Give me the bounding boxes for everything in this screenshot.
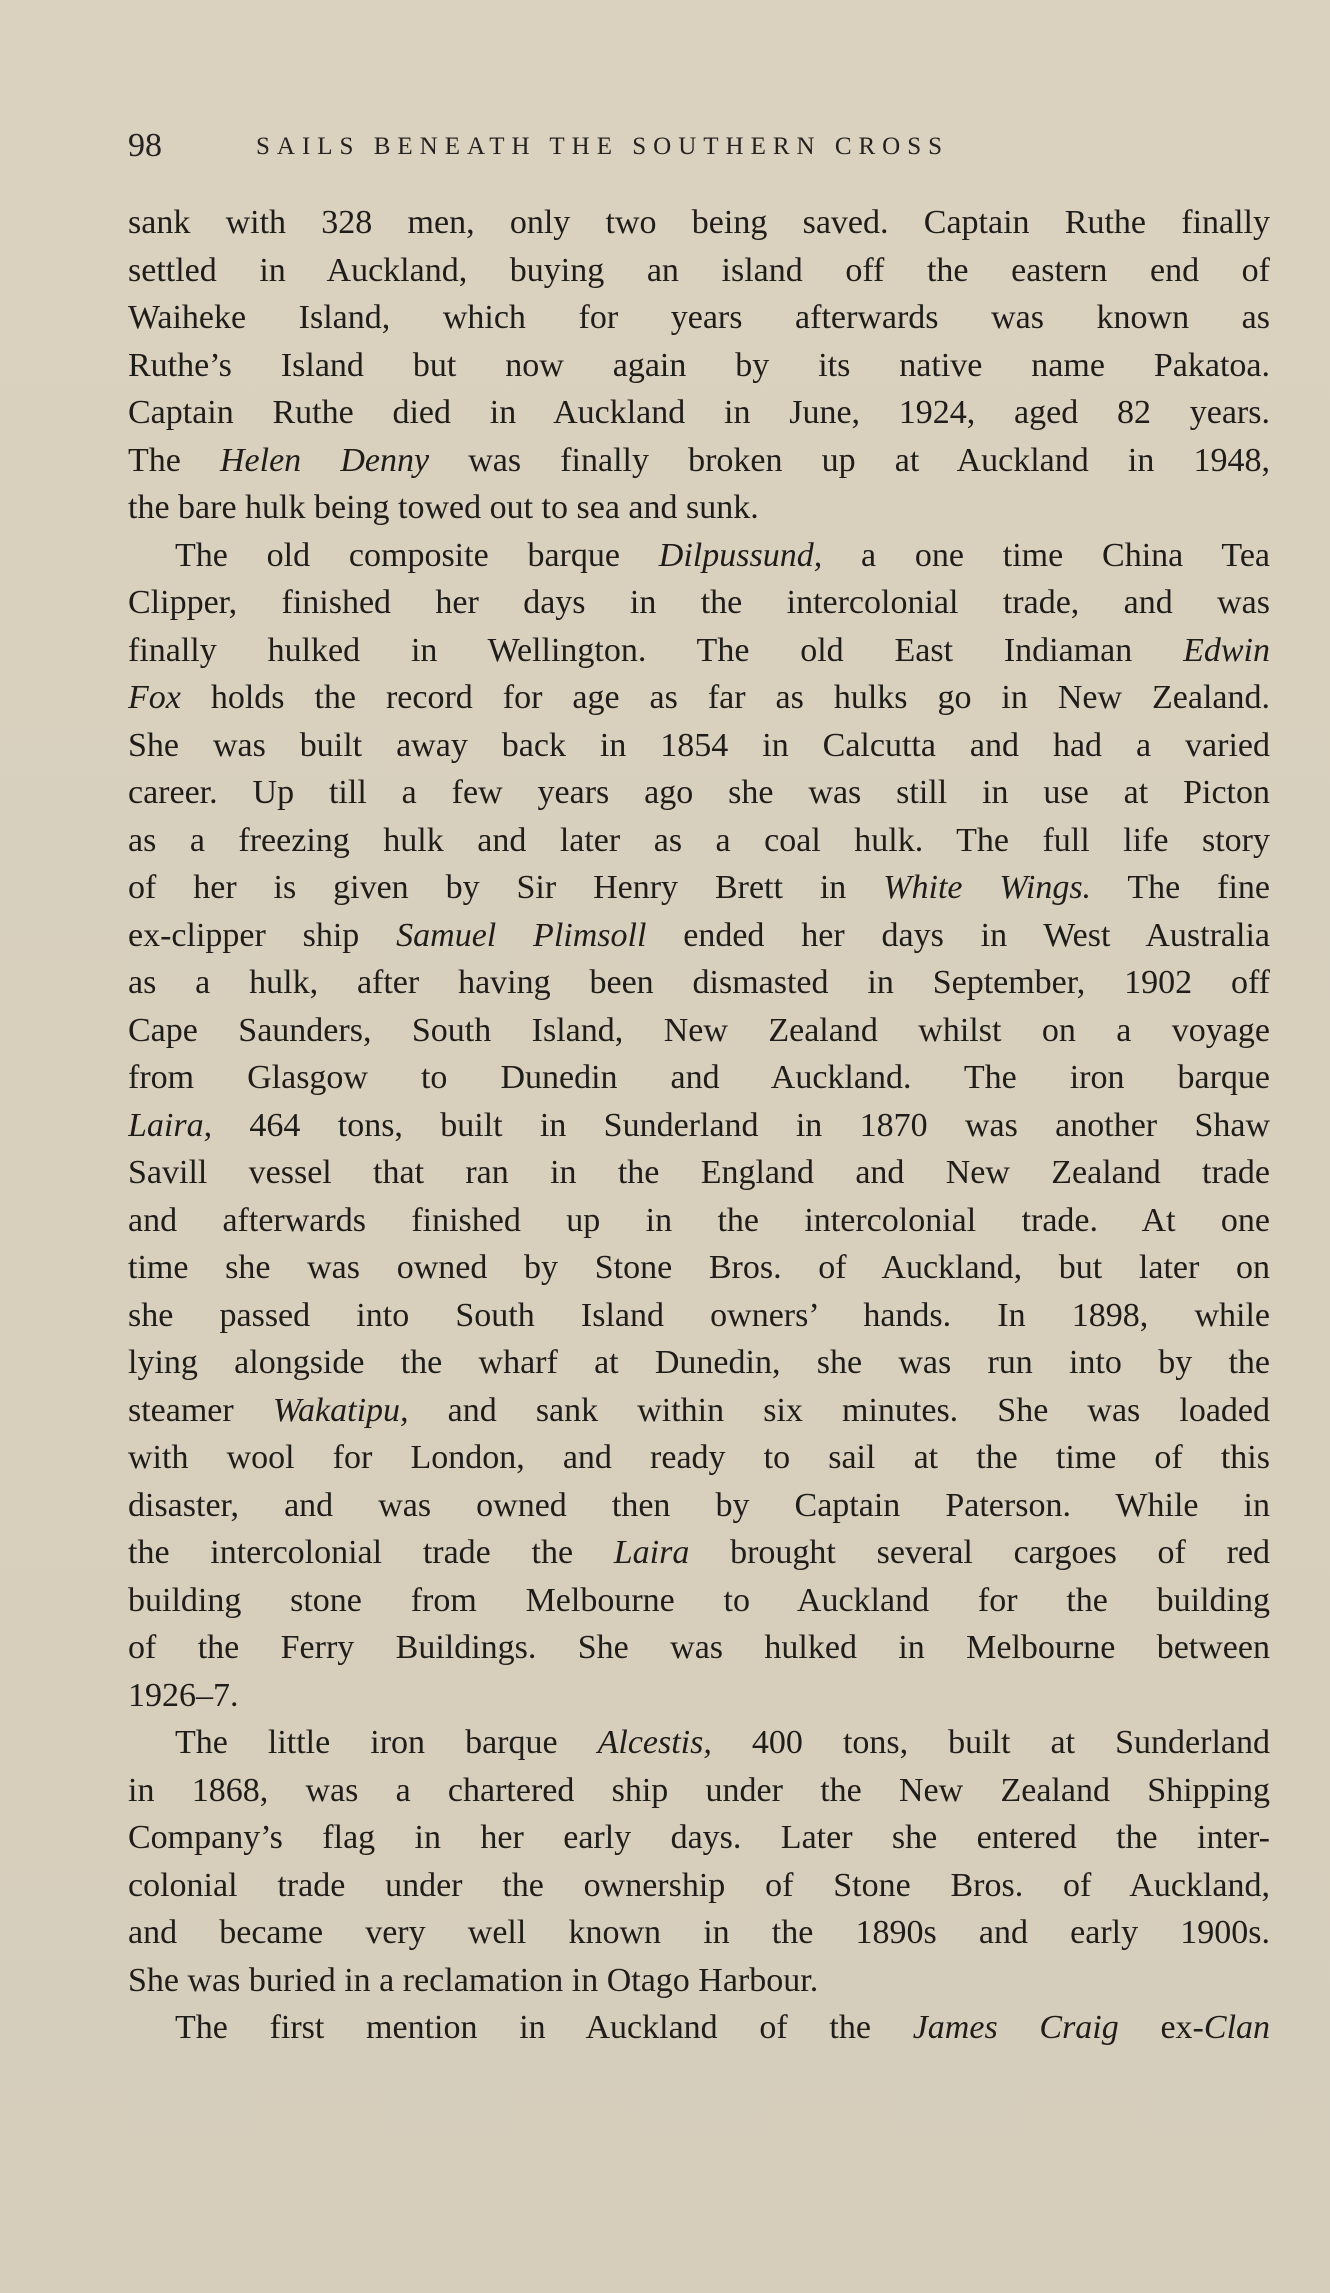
- text-line-33: The little iron barque Alcestis, 400 tons, built at Sunderland: [175, 1724, 1270, 1761]
- ship-name: Fox: [128, 679, 181, 716]
- text-line-7: the bare hulk being towed out to sea and sunk.: [128, 489, 759, 526]
- text-line-1: sank with 328 men, only two being saved. Captain Ruthe finally: [128, 204, 1270, 241]
- running-head: SAILS BENEATH THE SOUTHERN CROSS: [256, 133, 950, 160]
- text-line-17: as a hulk, after having been dismasted in September, 1902 off: [128, 964, 1270, 1001]
- text-line-10: finally hulked in Wellington. The old East Indiaman Edwin: [128, 631, 1270, 669]
- text-line-5: Captain Ruthe died in Auckland in June, 1924, aged 82 years.: [128, 394, 1270, 431]
- text-line-27: with wool for London, and ready to sail at the time of this: [128, 1439, 1270, 1476]
- text-line-14: as a freezing hulk and later as a coal hulk. The full life story: [128, 821, 1270, 859]
- ship-name: Samuel Plimsoll: [396, 916, 647, 954]
- text-line-6: The Helen Denny was finally broken up at Auckland in 1948,: [128, 441, 1270, 479]
- text-line-39: The first mention in Auckland of the James Craig ex-Clan: [175, 2009, 1270, 2046]
- text-line-25: lying alongside the wharf at Dunedin, she was run into by the: [128, 1344, 1270, 1381]
- text-line-18: Cape Saunders, South Island, New Zealand whilst on a voyage: [128, 1011, 1270, 1049]
- text-line-36: colonial trade under the ownership of Stone Bros. of Auckland,: [128, 1866, 1270, 1904]
- ship-name: Wakatipu,: [272, 1391, 409, 1429]
- text-line-32: 1926–7.: [128, 1676, 239, 1714]
- ship-name: Alcestis,: [597, 1724, 712, 1761]
- text-line-11: Fox holds the record for age as far as hulks go in New Zealand.: [128, 679, 1270, 716]
- text-line-13: career. Up till a few years ago she was still in use at Picton: [128, 774, 1270, 811]
- text-line-9: Clipper, finished her days in the intercolonial trade, and was: [128, 584, 1270, 621]
- text-line-26: steamer Wakatipu, and sank within six minutes. She was loaded: [128, 1391, 1270, 1429]
- text-line-34: in 1868, was a chartered ship under the New Zealand Shipping: [128, 1771, 1270, 1809]
- text-line-16: ex-clipper ship Samuel Plimsoll ended her days in West Australia: [128, 916, 1270, 954]
- text-line-3: Waiheke Island, which for years afterwards was known as: [128, 299, 1270, 336]
- text-line-4: Ruthe’s Island but now again by its native name Pakatoa.: [128, 346, 1270, 384]
- body-text: [128, 199, 1270, 2052]
- text-line-28: disaster, and was owned then by Captain Paterson. While in: [128, 1486, 1270, 1524]
- ship-name: Edwin: [1183, 631, 1270, 669]
- text-line-35: Company’s flag in her early days. Later she entered the inter-: [128, 1819, 1270, 1856]
- ship-name: Dilpussund,: [658, 536, 823, 574]
- text-line-29: the intercolonial trade the Laira brought several cargoes of red: [128, 1534, 1270, 1571]
- text-line-24: she passed into South Island owners’ hands. In 1898, while: [128, 1296, 1270, 1334]
- text-line-38: She was buried in a reclamation in Otago Harbour.: [128, 1961, 819, 1999]
- text-line-21: Savill vessel that ran in the England and New Zealand trade: [128, 1154, 1270, 1191]
- book-title: White Wings.: [883, 869, 1092, 906]
- ship-name-fragment: Clan: [1203, 2009, 1270, 2046]
- text-line-2: settled in Auckland, buying an island off the eastern end of: [128, 251, 1270, 289]
- text-line-23: time she was owned by Stone Bros. of Auckland, but later on: [128, 1249, 1270, 1286]
- ship-name: Helen Denny: [220, 441, 430, 479]
- text-line-15: of her is given by Sir Henry Brett in White Wings. The fine: [128, 869, 1270, 906]
- ship-name: Laira: [613, 1534, 690, 1571]
- page-number: 98: [128, 127, 162, 164]
- text-line-19: from Glasgow to Dunedin and Auckland. The iron barque: [128, 1059, 1270, 1096]
- ship-name: Laira,: [128, 1106, 213, 1144]
- text-line-37: and became very well known in the 1890s and early 1900s.: [128, 1914, 1270, 1951]
- text-line-20: Laira, 464 tons, built in Sunderland in 1870 was another Shaw: [128, 1106, 1270, 1144]
- text-line-30: building stone from Melbourne to Auckland for the building: [128, 1581, 1270, 1619]
- text-line-22: and afterwards finished up in the intercolonial trade. At one: [128, 1201, 1270, 1239]
- page-header: [128, 126, 1208, 166]
- ship-name: James Craig: [912, 2009, 1119, 2046]
- text-line-31: of the Ferry Buildings. She was hulked in Melbourne between: [128, 1629, 1270, 1666]
- text-line-8: The old composite barque Dilpussund, a one time China Tea: [175, 536, 1270, 574]
- text-line-12: She was built away back in 1854 in Calcutta and had a varied: [128, 726, 1270, 764]
